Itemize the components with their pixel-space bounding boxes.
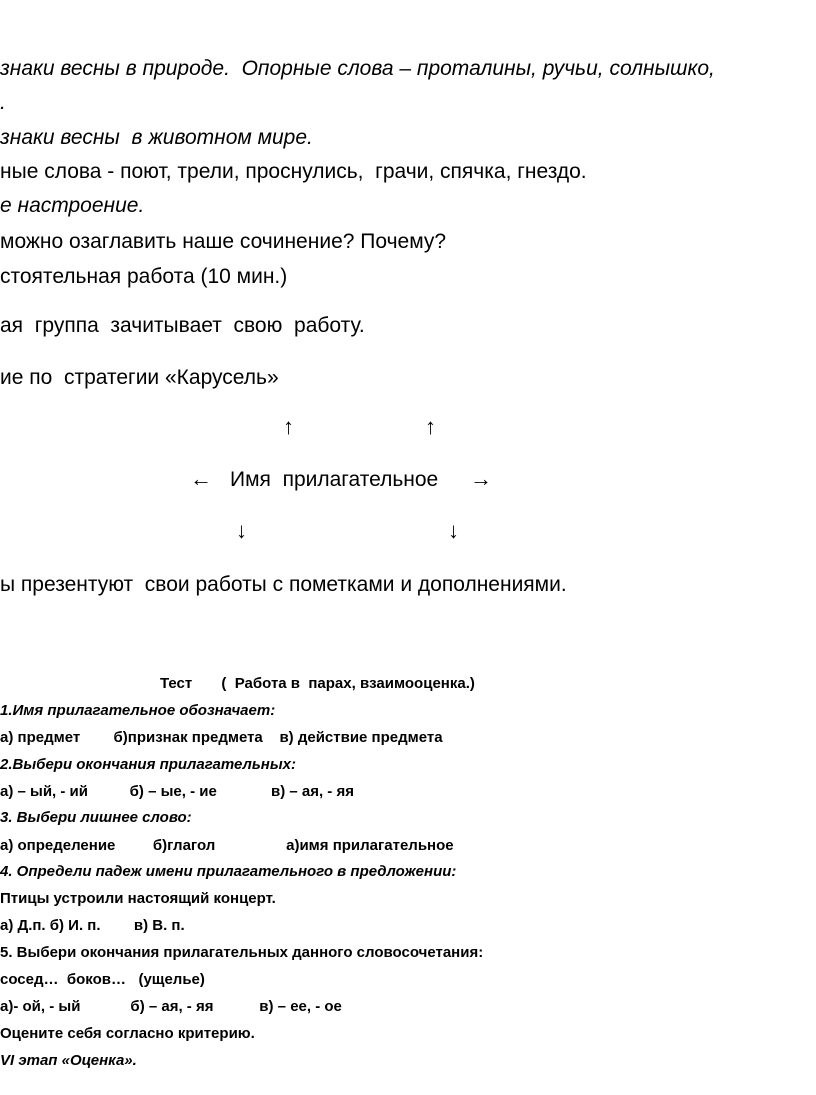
question-4-sentence: Птицы устроили настоящий концерт. — [0, 890, 276, 907]
test-title: Тест ( Работа в парах, взаимооценка.) — [160, 675, 475, 692]
groups-present-line: ы презентуют свои работы с пометками и дополнениями. — [0, 573, 567, 596]
spring-signs-nature-line: знаки весны в природе. Опорные слова – проталины, ручьи, солнышко, — [0, 57, 715, 80]
arrow-down-icon: ↓ — [448, 518, 459, 543]
self-assessment-line: Оцените себя согласно критерию. — [0, 1025, 255, 1042]
mood-line: е настроение. — [0, 194, 145, 217]
carousel-center-label: Имя прилагательное — [230, 468, 439, 491]
group-reads-line: ая группа зачитывает свою работу. — [0, 314, 365, 337]
question-5: 5. Выбери окончания прилагательных данного словосочетания: — [0, 944, 484, 961]
question-5-options: а)- ой, - ый б) – ая, - яя в) – ее, - ое — [0, 998, 342, 1015]
arrow-up-icon: ↑ — [425, 414, 436, 439]
question-5-phrase: сосед… боков… (ущелье) — [0, 971, 205, 988]
question-3-options: а) определение б)глагол а)имя прилагательное — [0, 837, 454, 854]
stage-line: VI этап «Оценка». — [0, 1052, 137, 1069]
question-2: 2.Выбери окончания прилагательных: — [0, 756, 296, 773]
key-words-line: ные слова - поют, трели, проснулись, грачи, спячка, гнездо. — [0, 160, 587, 183]
question-3: 3. Выбери лишнее слово: — [0, 809, 192, 826]
spring-signs-animals-line: знаки весны в животном мире. — [0, 126, 313, 149]
question-4-options: а) Д.п. б) И. п. в) В. п. — [0, 917, 185, 934]
question-1: 1.Имя прилагательное обозначает: — [0, 702, 276, 719]
question-1-options: а) предмет б)признак предмета в) действие предмета — [0, 729, 443, 746]
carousel-strategy-line: ие по стратегии «Карусель» — [0, 366, 279, 389]
arrow-up-icon: ↑ — [283, 414, 294, 439]
title-question-line: можно озаглавить наше сочинение? Почему? — [0, 230, 447, 253]
independent-work-line: стоятельная работа (10 мин.) — [0, 265, 288, 288]
continuation-dot: . — [0, 91, 6, 114]
arrow-right-icon: → — [470, 466, 492, 491]
arrow-left-icon: ← — [190, 466, 212, 491]
arrow-down-icon: ↓ — [236, 518, 247, 543]
question-2-options: а) – ый, - ий б) – ые, - ие в) – ая, - яя — [0, 783, 354, 800]
question-4: 4. Определи падеж имени прилагательного в предложении: — [0, 863, 457, 880]
